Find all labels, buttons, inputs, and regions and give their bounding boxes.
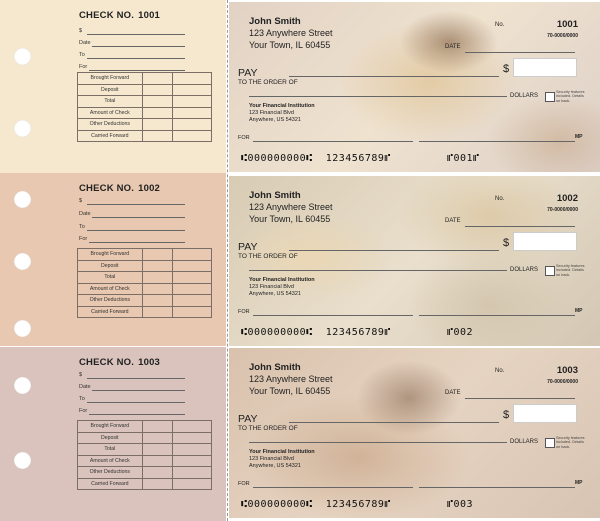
- register-table: Brought Forward Deposit Total Amount of Check Other Deductions Carried Forward: [77, 248, 212, 318]
- date-label: DATE: [445, 390, 461, 396]
- micr-check-number: ⑈001⑈: [447, 153, 480, 164]
- micr-check-number: ⑈003: [447, 499, 474, 510]
- stub-title: CHECK NO. 1001: [79, 10, 161, 21]
- check-number: 1002: [556, 193, 578, 204]
- date-line: [465, 398, 575, 399]
- bank-address-line1: 123 Financial Blvd: [249, 110, 294, 116]
- binder-hole: [14, 120, 31, 137]
- micr-line: ⑆000000000⑆ 123456789⑈: [241, 327, 391, 338]
- check-number-label: No.: [495, 368, 505, 374]
- bank-address-line1: 123 Financial Blvd: [249, 284, 294, 290]
- date-label: DATE: [445, 44, 461, 50]
- stub-for-line: For: [79, 236, 87, 242]
- stub-to-line: To: [79, 224, 85, 230]
- bank-name: Your Financial Institution: [249, 103, 315, 109]
- dollar-sign: $: [503, 63, 510, 75]
- date-label: DATE: [445, 218, 461, 224]
- stub-date-line: Date: [79, 211, 91, 217]
- payee-line: [289, 422, 499, 423]
- mp-mark: MP: [575, 480, 583, 486]
- check-stub-1003: [0, 347, 226, 521]
- register-table: Brought Forward Deposit Total Amount of Check Other Deductions Carried Forward: [77, 420, 212, 490]
- lock-icon: [545, 438, 555, 448]
- check-number: 1001: [556, 19, 578, 30]
- memo-line: [253, 315, 413, 316]
- bank-name: Your Financial Institution: [249, 277, 315, 283]
- stub-amount-line: $: [79, 372, 82, 378]
- binder-hole: [14, 191, 31, 208]
- security-note: Security features included. Details on back.: [556, 90, 585, 103]
- account-address-line2: Your Town, IL 60455: [249, 214, 331, 224]
- dollars-label: DOLLARS: [510, 267, 539, 273]
- binder-hole: [14, 253, 31, 270]
- bank-address-line2: Anywhere, US 54321: [249, 117, 301, 123]
- check-1003: [229, 348, 600, 518]
- check-stub-1002: [0, 173, 226, 346]
- amount-words-line: [249, 96, 507, 97]
- stub-for-line: For: [79, 64, 87, 70]
- dollars-label: DOLLARS: [510, 439, 539, 445]
- stub-date-line: Date: [79, 40, 91, 46]
- signature-line: [419, 141, 575, 142]
- bank-address-line2: Anywhere, US 54321: [249, 463, 301, 469]
- account-address-line2: Your Town, IL 60455: [249, 386, 331, 396]
- micr-line: ⑆000000000⑆ 123456789⑈: [241, 499, 391, 510]
- bank-address-line2: Anywhere, US 54321: [249, 291, 301, 297]
- check-number-label: No.: [495, 196, 505, 202]
- binder-hole: [14, 452, 31, 469]
- signature-line: [419, 487, 575, 488]
- memo-label: FOR: [238, 481, 250, 487]
- account-address-line1: 123 Anywhere Street: [249, 374, 333, 384]
- micr-line: ⑆000000000⑆ 123456789⑈: [241, 153, 391, 164]
- stub-for-line: For: [79, 408, 87, 414]
- amount-box: [513, 232, 577, 251]
- dollars-label: DOLLARS: [510, 93, 539, 99]
- account-name: John Smith: [249, 190, 301, 201]
- mp-mark: MP: [575, 308, 583, 314]
- dollar-sign: $: [503, 409, 510, 421]
- memo-line: [253, 141, 413, 142]
- binder-hole: [14, 377, 31, 394]
- to-the-order-of-label: TO THE ORDER OF: [238, 253, 298, 260]
- mp-mark: MP: [575, 134, 583, 140]
- to-the-order-of-label: TO THE ORDER OF: [238, 79, 298, 86]
- signature-line: [419, 315, 575, 316]
- register-table: Brought Forward Deposit Total Amount of Check Other Deductions Carried Forward: [77, 72, 212, 142]
- stub-title: CHECK NO. 1003: [79, 357, 161, 368]
- amount-box: [513, 404, 577, 423]
- account-address-line1: 123 Anywhere Street: [249, 28, 333, 38]
- account-name: John Smith: [249, 362, 301, 373]
- memo-line: [253, 487, 413, 488]
- bank-name: Your Financial Institution: [249, 449, 315, 455]
- binder-hole: [14, 48, 31, 65]
- lock-icon: [545, 266, 555, 276]
- payee-line: [289, 250, 499, 251]
- micr-check-number: ⑈002: [447, 327, 474, 338]
- stub-amount-line: $: [79, 198, 82, 204]
- stub-to-line: To: [79, 396, 85, 402]
- account-address-line1: 123 Anywhere Street: [249, 202, 333, 212]
- stub-amount-line: $: [79, 28, 82, 34]
- pay-label: PAY: [238, 241, 258, 253]
- check-1002: [229, 176, 600, 346]
- security-note: Security features included. Details on back.: [556, 264, 585, 277]
- pay-label: PAY: [238, 67, 258, 79]
- stub-title: CHECK NO. 1002: [79, 183, 161, 194]
- stub-to-line: To: [79, 52, 85, 58]
- security-note: Security features included. Details on back.: [556, 436, 585, 449]
- bank-address-line1: 123 Financial Blvd: [249, 456, 294, 462]
- dollar-sign: $: [503, 237, 510, 249]
- memo-label: FOR: [238, 309, 250, 315]
- check-stub-1001: [0, 0, 226, 173]
- check-1001: [229, 2, 600, 172]
- account-address-line2: Your Town, IL 60455: [249, 40, 331, 50]
- date-line: [465, 226, 575, 227]
- check-number-label: No.: [495, 22, 505, 28]
- pay-label: PAY: [238, 413, 258, 425]
- payee-line: [289, 76, 499, 77]
- memo-label: FOR: [238, 135, 250, 141]
- account-name: John Smith: [249, 16, 301, 27]
- lock-icon: [545, 92, 555, 102]
- amount-box: [513, 58, 577, 77]
- to-the-order-of-label: TO THE ORDER OF: [238, 425, 298, 432]
- amount-words-line: [249, 442, 507, 443]
- routing-fraction: 70-0000/0000: [547, 207, 578, 213]
- routing-fraction: 70-0000/0000: [547, 379, 578, 385]
- routing-fraction: 70-0000/0000: [547, 33, 578, 39]
- date-line: [465, 52, 575, 53]
- stub-date-line: Date: [79, 384, 91, 390]
- amount-words-line: [249, 270, 507, 271]
- check-number: 1003: [556, 365, 578, 376]
- binder-hole: [14, 320, 31, 337]
